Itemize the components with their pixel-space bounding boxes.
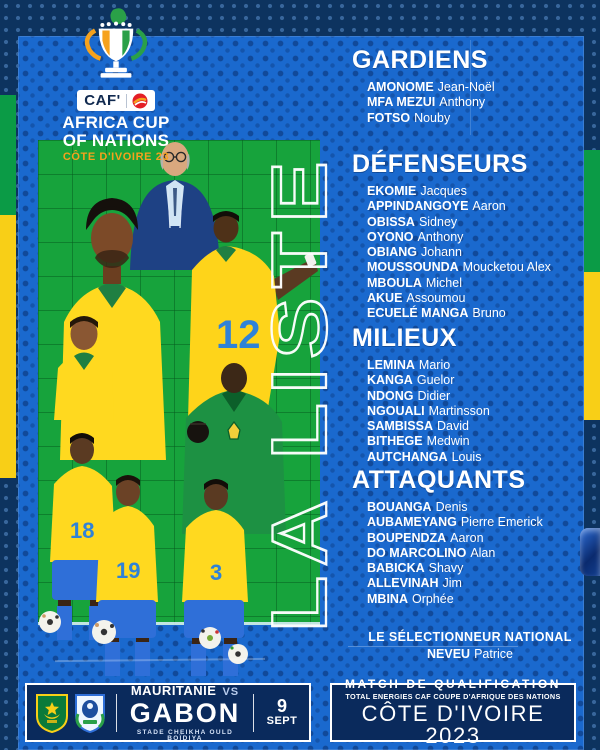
player-lastname: AMONOME [367, 80, 434, 94]
grunge-scratch [348, 646, 518, 647]
player-lastname: BOUPENDZA [367, 530, 447, 545]
player-firstname: Martinsson [428, 403, 490, 418]
player-lastname: FOTSO [367, 110, 411, 125]
player-row [367, 215, 588, 230]
coach-label: LE SÉLECTIONNEUR NATIONAL [368, 630, 572, 644]
player-firstname: Moucketou Alex [462, 260, 551, 275]
player-firstname: Shavy [428, 561, 464, 576]
player-firstname: Alan [470, 545, 496, 560]
shirt-number-3: 3 [210, 560, 223, 585]
home-team: MAURITANIE [130, 682, 217, 698]
tournament-edition: CÔTE D'IVOIRE 23 [62, 151, 170, 163]
tournament-logo-block [38, 6, 194, 163]
caf-sponsor-box [77, 90, 154, 111]
player-firstname: Nouby [414, 110, 451, 125]
grunge-scratch [470, 40, 471, 135]
player-firstname: Johann [421, 245, 463, 260]
player-firstname: Denis [435, 500, 468, 514]
player-row [367, 389, 588, 404]
match-month: SEPT [266, 715, 298, 728]
player-firstname: Anthony [439, 95, 486, 110]
qualification-line3: CÔTE D'IVOIRE 2023 [361, 701, 545, 749]
player-lastname: APPINDANGOYE [367, 199, 469, 214]
player-lastname: BITHEGE [367, 434, 423, 449]
player-firstname: Michel [425, 275, 462, 290]
player-lastname: OYONO [367, 229, 414, 244]
shirt-number-19: 19 [116, 558, 141, 583]
player-lastname: EKOMIE [367, 184, 417, 198]
section-milieux [352, 324, 588, 465]
player-lastname: MFA MEZUI [367, 95, 436, 110]
player-row [367, 500, 588, 515]
player-firstname: David [436, 419, 469, 434]
player-row [367, 199, 588, 214]
qualification-line1: MATCH DE QUALIFICATION [344, 676, 562, 691]
match-info-bar [25, 683, 311, 742]
player-row [367, 184, 588, 199]
player-lastname: AUBAMEYANG [367, 515, 457, 530]
player-firstname: Bruno [472, 306, 506, 321]
versus-label: VS [222, 685, 240, 698]
player-lastname: NDONG [367, 388, 414, 403]
match-day: 9 [276, 696, 287, 717]
player-row [367, 276, 588, 291]
player-lastname: MBINA [367, 591, 408, 606]
player-lastname: BABICKA [367, 561, 425, 576]
player-firstname: Jean-Noël [437, 80, 495, 94]
player-row [367, 404, 588, 419]
player-row [367, 245, 588, 260]
away-team: GABON [129, 697, 241, 728]
venue-label: STADE CHEIKHA OULD BOÏDIYA [136, 728, 234, 742]
player-lastname: OBIANG [367, 245, 417, 260]
section-title: ATTAQUANTS [352, 466, 526, 494]
player-firstname: Anthony [417, 229, 464, 244]
player-row [367, 546, 588, 561]
fegafoot-gabon-crest-icon [73, 692, 107, 734]
tournament-title-line2: OF NATIONS [62, 130, 170, 150]
player-firstname: Didier [417, 388, 451, 403]
bar-divider [116, 694, 117, 732]
player-row [367, 260, 588, 275]
section-title: GARDIENS [352, 46, 488, 74]
player-firstname: Guelor [416, 373, 455, 388]
player-lastname: MOUSSOUNDA [367, 260, 459, 275]
player-row [367, 230, 588, 245]
section-defenseurs [352, 150, 588, 322]
coach-name: NEVEU Patrice [427, 647, 513, 661]
afcon-trophy-icon [57, 6, 175, 84]
player-row [367, 450, 588, 465]
player-lastname: MBOULA [367, 275, 422, 290]
shirt-number-18: 18 [70, 518, 95, 543]
player-lastname: KANGA [367, 373, 413, 388]
tournament-title-line1: AFRICA CUP [62, 113, 170, 132]
bar-divider [253, 694, 254, 732]
player-firstname: Orphée [411, 591, 454, 606]
player-firstname: Aaron [450, 530, 484, 545]
player-row [367, 531, 588, 546]
player-firstname: Medwin [426, 434, 470, 449]
player-row [367, 561, 588, 576]
section-title: MILIEUX [352, 324, 457, 352]
player-row [367, 111, 588, 126]
player-row [367, 95, 588, 110]
player-row [367, 291, 588, 306]
qualification-box [330, 676, 576, 749]
player-row [367, 592, 588, 607]
section-attaquants [352, 466, 588, 607]
fixture-block [124, 683, 246, 743]
shirt-number-12: 12 [216, 313, 261, 357]
player-row [367, 434, 588, 449]
player-row [367, 576, 588, 591]
qualification-line2: TOTAL ENERGIES CAF COUPE D'AFRIQUE DES NATIONS [345, 691, 561, 701]
player-firstname: Sidney [418, 214, 458, 229]
section-title: DÉFENSEURS [352, 150, 528, 178]
player-firstname: Louis [451, 449, 482, 464]
player-row [367, 358, 588, 373]
caf-wordmark: CAF' [84, 92, 121, 109]
player-firstname: Assoumou [406, 291, 466, 306]
left-flag-stripe-green [0, 95, 16, 215]
player-firstname: Aaron [472, 199, 506, 214]
player-row [367, 515, 588, 530]
player-firstname: Jim [442, 576, 462, 591]
mauritania-federation-crest-icon [35, 692, 69, 734]
player-lastname: AUTCHANGA [367, 449, 448, 464]
player-lastname: SAMBISSA [367, 419, 433, 434]
player-firstname: Mario [418, 358, 451, 372]
player-row [367, 306, 588, 321]
totalenergies-logo-icon [132, 93, 148, 109]
player-firstname: Jacques [420, 184, 467, 198]
player-lastname: LEMINA [367, 358, 415, 372]
player-lastname: ALLEVINAH [367, 576, 439, 591]
svg-text:LA LISTE: LA LISTE [255, 224, 343, 632]
player-row [367, 80, 588, 95]
player-lastname: OBISSA [367, 214, 415, 229]
player-firstname: Pierre Emerick [460, 515, 543, 530]
player-row [367, 419, 588, 434]
player-lastname: ECUELÉ MANGA [367, 306, 469, 321]
player-lastname: AKUE [367, 291, 403, 306]
player-lastname: NGOUALI [367, 403, 425, 418]
vertical-title-la-liste [246, 132, 350, 637]
player-lastname: BOUANGA [367, 500, 432, 514]
match-date [261, 697, 303, 727]
player-row [367, 373, 588, 388]
left-flag-stripe-yellow [0, 215, 16, 478]
logo-separator [126, 94, 127, 108]
player-lastname: DO MARCOLINO [367, 545, 467, 560]
